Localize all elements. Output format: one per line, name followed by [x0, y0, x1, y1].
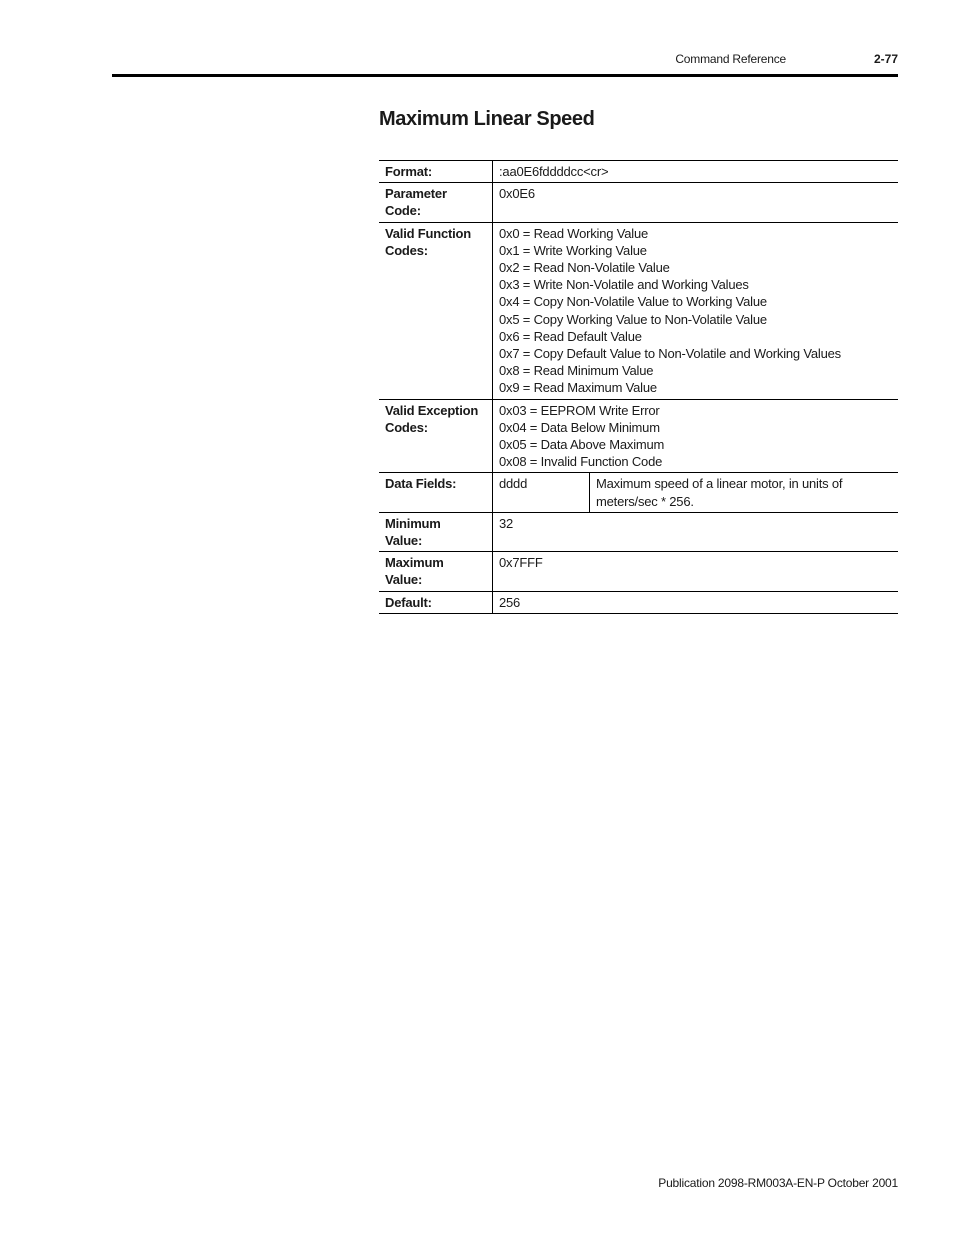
- maximum-value-label: [379, 552, 493, 591]
- row-maximum-value: [379, 552, 898, 591]
- format-value: :aa0E6fddddcc<cr>: [493, 161, 899, 183]
- valid-function-codes-list: [493, 222, 899, 399]
- default-label: Default:: [379, 591, 493, 613]
- data-fields-label: Data Fields:: [379, 473, 493, 512]
- label-line: Valid Exception: [385, 402, 479, 418]
- function-code-item: 0x3 = Write Non-Volatile and Working Values: [499, 277, 749, 293]
- exception-code-item: 0x08 = Invalid Function Code: [499, 454, 663, 470]
- label-line: Value:: [385, 533, 423, 549]
- parameter-code-label: [379, 183, 493, 222]
- valid-exception-codes-list: [493, 399, 899, 473]
- parameter-table: [379, 160, 898, 614]
- page-header: [112, 52, 898, 68]
- function-code-item: 0x6 = Read Default Value: [499, 328, 642, 344]
- header-section-title: Command Reference: [675, 52, 786, 66]
- row-valid-function-codes: [379, 222, 898, 399]
- function-code-item: 0x0 = Read Working Value: [499, 225, 649, 241]
- label-line: Valid Function: [385, 225, 472, 241]
- header-rule: [112, 74, 898, 77]
- function-code-item: 0x9 = Read Maximum Value: [499, 380, 657, 396]
- label-line: Codes:: [385, 242, 428, 258]
- row-valid-exception-codes: [379, 399, 898, 473]
- page-title: Maximum Linear Speed: [379, 108, 595, 130]
- format-label: Format:: [379, 161, 493, 183]
- row-default: [379, 591, 898, 613]
- exception-code-item: 0x04 = Data Below Minimum: [499, 419, 660, 435]
- function-code-item: 0x5 = Copy Working Value to Non-Volatile Value: [499, 311, 767, 327]
- row-parameter-code: [379, 183, 898, 222]
- row-minimum-value: [379, 512, 898, 551]
- function-code-item: 0x7 = Copy Default Value to Non-Volatile and Working Values: [499, 346, 841, 362]
- exception-code-item: 0x05 = Data Above Maximum: [499, 437, 665, 453]
- label-line: Value:: [385, 572, 423, 588]
- minimum-value: 32: [493, 512, 899, 551]
- exception-code-item: 0x03 = EEPROM Write Error: [499, 402, 660, 418]
- data-field-name: dddd: [493, 473, 590, 512]
- row-data-fields: [379, 473, 898, 512]
- header-page-number: 2-77: [873, 52, 898, 66]
- parameter-code-value: 0x0E6: [493, 183, 899, 222]
- function-code-item: 0x1 = Write Working Value: [499, 242, 647, 258]
- minimum-value-label: [379, 512, 493, 551]
- label-line: Minimum: [385, 515, 441, 531]
- default-value: 256: [493, 591, 899, 613]
- label-line: Maximum: [385, 555, 444, 571]
- page-footer: Publication 2098-RM003A-EN-P October 2001: [658, 1176, 898, 1190]
- valid-exception-codes-label: [379, 399, 493, 473]
- label-line: Parameter: [385, 186, 447, 202]
- function-code-item: 0x2 = Read Non-Volatile Value: [499, 260, 670, 276]
- row-format: [379, 161, 898, 183]
- valid-function-codes-label: [379, 222, 493, 399]
- label-line: Code:: [385, 203, 421, 219]
- description-line: meters/sec * 256.: [596, 493, 694, 509]
- maximum-value: 0x7FFF: [493, 552, 899, 591]
- function-code-item: 0x4 = Copy Non-Volatile Value to Working Value: [499, 294, 767, 310]
- description-line: Maximum speed of a linear motor, in units of: [596, 476, 843, 492]
- label-line: Codes:: [385, 419, 428, 435]
- function-code-item: 0x8 = Read Minimum Value: [499, 363, 654, 379]
- data-field-description: [590, 473, 899, 512]
